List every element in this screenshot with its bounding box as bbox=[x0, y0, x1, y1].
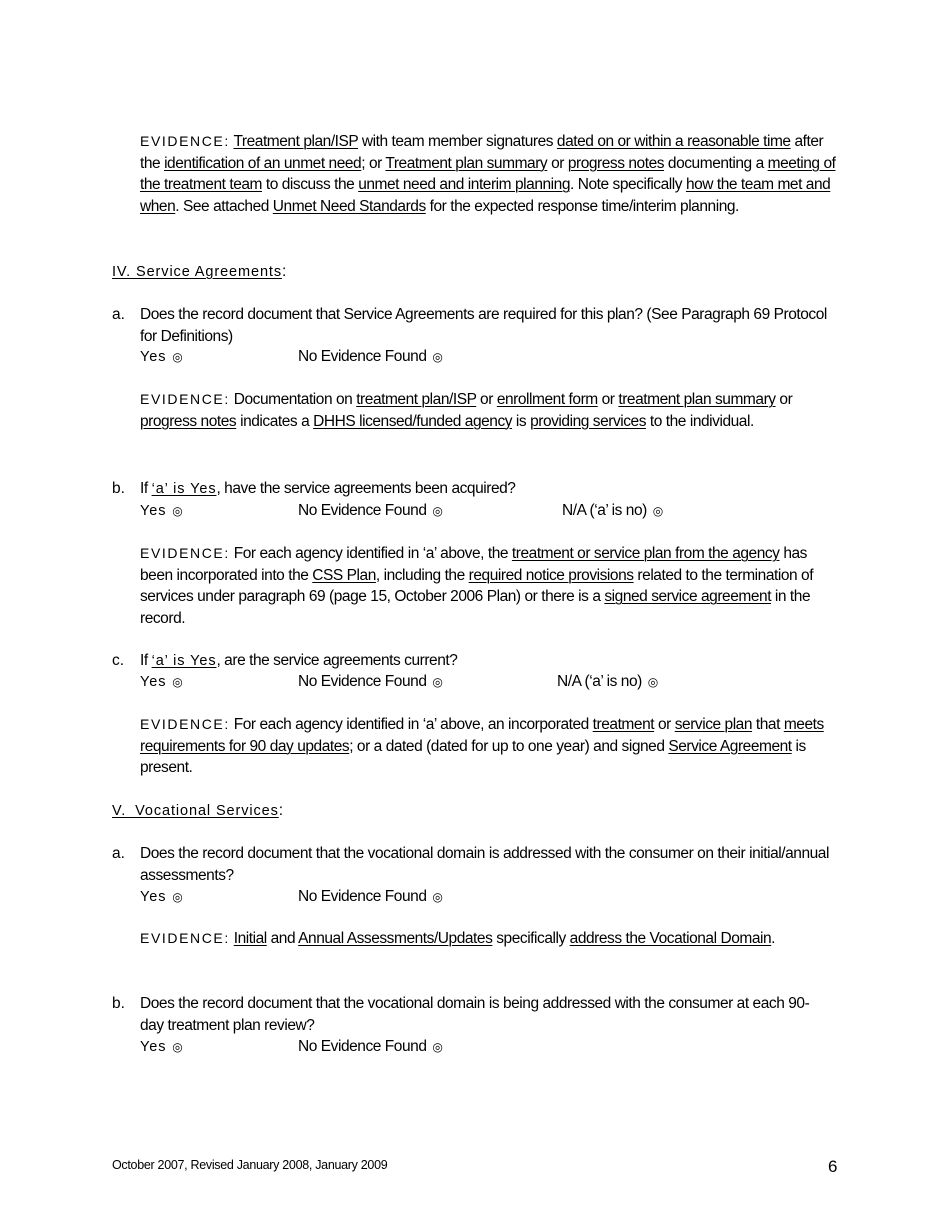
text: to the individual. bbox=[646, 412, 754, 430]
link-text: how the team met and when bbox=[140, 176, 831, 215]
link-text: progress notes bbox=[140, 412, 237, 430]
text: with team member signatures bbox=[358, 133, 557, 150]
evidence-label: EVIDENCE: bbox=[140, 545, 230, 561]
link-text: required notice provisions bbox=[468, 566, 634, 584]
no-evidence-option[interactable] bbox=[298, 346, 443, 369]
link-text: Initial bbox=[233, 930, 267, 947]
evidence-label: EVIDENCE: bbox=[140, 716, 230, 732]
text: or bbox=[654, 716, 675, 733]
yes-option[interactable] bbox=[140, 671, 183, 694]
no-evidence-option[interactable] bbox=[298, 1036, 443, 1059]
yes-option[interactable] bbox=[140, 346, 183, 369]
checkbox-icon[interactable]: ◎ bbox=[652, 504, 664, 518]
checkbox-icon[interactable]: ◎ bbox=[432, 890, 443, 904]
text: after the bbox=[140, 133, 824, 172]
evidence-v-a bbox=[140, 928, 840, 950]
intro-evidence bbox=[140, 131, 840, 217]
na-label: N/A (‘a’ is no) bbox=[562, 502, 647, 519]
text: related to the termination of services under paragraph 69 (page 15, October 2006 Plan) or there is a bbox=[140, 566, 814, 605]
text: ; or bbox=[361, 154, 386, 172]
text: or bbox=[476, 391, 497, 408]
checkbox-icon[interactable]: ◎ bbox=[172, 504, 183, 518]
link-text: Annual Assessments/Updates bbox=[298, 930, 493, 947]
evidence-label: EVIDENCE: bbox=[140, 133, 230, 149]
item-number: c. bbox=[112, 652, 125, 669]
checkbox-icon[interactable]: ◎ bbox=[432, 675, 443, 689]
text: that bbox=[752, 716, 784, 733]
text: ; or a dated (dated for up to one year) and signed bbox=[349, 737, 669, 755]
page-number: 6 bbox=[828, 1157, 838, 1176]
no-evidence-label: No Evidence Found bbox=[298, 888, 427, 905]
checkbox-icon[interactable]: ◎ bbox=[432, 1040, 443, 1054]
na-option[interactable] bbox=[557, 671, 658, 694]
evidence-label: EVIDENCE: bbox=[140, 391, 230, 407]
question-text: Does the record document that the vocational domain is being addressed with the consumer at each 90-day treatment plan review? bbox=[140, 995, 810, 1034]
no-evidence-label: No Evidence Found bbox=[298, 1038, 427, 1055]
no-evidence-label: No Evidence Found bbox=[298, 348, 427, 365]
question-text: Does the record document that Service Agreements are required for this plan? (See Paragraph 69 Protocol for Definitions) bbox=[140, 306, 827, 345]
link-text: ‘a’ is Yes bbox=[151, 653, 217, 669]
na-label: N/A (‘a’ is no) bbox=[557, 673, 642, 690]
text: documenting a bbox=[664, 154, 768, 172]
text: . bbox=[771, 930, 776, 947]
item-number: b. bbox=[112, 995, 125, 1012]
link-text: meets requirements for 90 day updates bbox=[140, 716, 824, 755]
yes-option[interactable] bbox=[140, 1036, 183, 1059]
evidence-label: EVIDENCE: bbox=[140, 930, 230, 946]
link-text: treatment plan summary bbox=[618, 391, 776, 408]
link-text: treatment bbox=[592, 716, 655, 733]
no-evidence-option[interactable] bbox=[298, 886, 443, 909]
link-text: Unmet Need Standards bbox=[272, 197, 426, 215]
item-number: b. bbox=[112, 480, 125, 497]
item-number: a. bbox=[112, 845, 125, 862]
text: If bbox=[140, 652, 152, 669]
question-text bbox=[140, 478, 845, 501]
link-text: ‘a’ is Yes bbox=[151, 481, 217, 497]
text: or bbox=[547, 154, 568, 172]
evidence-iv-b bbox=[140, 543, 840, 629]
checkbox-icon[interactable]: ◎ bbox=[172, 350, 183, 364]
link-text: identification of an unmet need bbox=[164, 154, 362, 172]
link-text: CSS Plan bbox=[312, 566, 376, 584]
checkbox-icon[interactable]: ◎ bbox=[647, 675, 659, 689]
question-text bbox=[140, 650, 845, 673]
item-number: a. bbox=[112, 306, 125, 323]
link-text: providing services bbox=[530, 412, 647, 430]
text: has been incorporated into the bbox=[140, 545, 807, 584]
link-text: dated on or within a reasonable time bbox=[556, 133, 791, 150]
text: , have the service agreements been acquired? bbox=[216, 480, 516, 497]
checkbox-icon[interactable]: ◎ bbox=[172, 1040, 183, 1054]
link-text: enrollment form bbox=[496, 391, 598, 408]
text: For each agency identified in ‘a’ above, the bbox=[229, 545, 512, 562]
text: or bbox=[775, 391, 793, 408]
link-text: unmet need and interim planning bbox=[358, 176, 571, 193]
checkbox-icon[interactable]: ◎ bbox=[432, 350, 443, 364]
no-evidence-option[interactable] bbox=[298, 671, 443, 694]
link-text: Treatment plan summary bbox=[385, 154, 548, 172]
yes-label: Yes bbox=[140, 1039, 167, 1055]
link-text: meeting of the treatment team bbox=[140, 154, 836, 193]
footer-revision-text: October 2007, Revised January 2008, January 2009 bbox=[112, 1158, 388, 1172]
link-text: DHHS licensed/funded agency bbox=[313, 412, 513, 430]
question-text: Does the record document that the vocational domain is addressed with the consumer on their initial/annual assessments? bbox=[140, 845, 829, 884]
link-text: address the Vocational Domain bbox=[569, 930, 772, 947]
link-text: treatment plan/ISP bbox=[356, 391, 477, 408]
evidence-iv-c bbox=[140, 714, 840, 779]
text: in the record. bbox=[140, 588, 811, 627]
yes-label: Yes bbox=[140, 674, 167, 690]
text: , including the bbox=[375, 566, 469, 584]
text: For each agency identified in ‘a’ above, an incorporated bbox=[229, 716, 593, 733]
text: and bbox=[266, 930, 299, 947]
text: specifically bbox=[492, 930, 570, 947]
text: If bbox=[140, 480, 152, 497]
no-evidence-label: No Evidence Found bbox=[298, 673, 427, 690]
heading-text: V._Vocational Services bbox=[112, 803, 279, 819]
no-evidence-option[interactable] bbox=[298, 500, 443, 523]
na-option[interactable] bbox=[562, 500, 663, 523]
heading-colon: : bbox=[278, 802, 283, 819]
link-text: Service Agreement bbox=[668, 737, 792, 755]
evidence-iv-a bbox=[140, 389, 840, 432]
text: , are the service agreements current? bbox=[216, 652, 458, 669]
yes-label: Yes bbox=[140, 349, 167, 365]
text: indicates a bbox=[236, 412, 314, 430]
section-heading-iv bbox=[112, 261, 286, 284]
text: for the expected response time/interim planning. bbox=[425, 197, 739, 215]
link-text: treatment or service plan from the agency bbox=[511, 545, 780, 562]
checkbox-icon[interactable]: ◎ bbox=[172, 890, 183, 904]
yes-option[interactable] bbox=[140, 500, 183, 523]
yes-option[interactable] bbox=[140, 886, 183, 909]
text: to discuss the bbox=[262, 176, 359, 193]
checkbox-icon[interactable]: ◎ bbox=[432, 504, 443, 518]
link-text: Treatment plan/ISP bbox=[233, 133, 359, 150]
text: is bbox=[512, 412, 531, 430]
text: is present. bbox=[140, 737, 806, 776]
text: Documentation on bbox=[229, 391, 357, 408]
heading-colon: : bbox=[281, 263, 286, 280]
checkbox-icon[interactable]: ◎ bbox=[172, 675, 183, 689]
link-text: signed service agreement bbox=[604, 588, 772, 605]
heading-text: IV. Service Agreements bbox=[112, 264, 282, 280]
section-heading-v bbox=[112, 800, 283, 823]
text: . See attached bbox=[175, 197, 273, 215]
yes-label: Yes bbox=[140, 889, 167, 905]
text: or bbox=[597, 391, 619, 408]
link-text: progress notes bbox=[567, 154, 665, 172]
no-evidence-label: No Evidence Found bbox=[298, 502, 427, 519]
yes-label: Yes bbox=[140, 503, 167, 519]
link-text: service plan bbox=[674, 716, 753, 733]
text: . Note specifically bbox=[570, 176, 686, 193]
